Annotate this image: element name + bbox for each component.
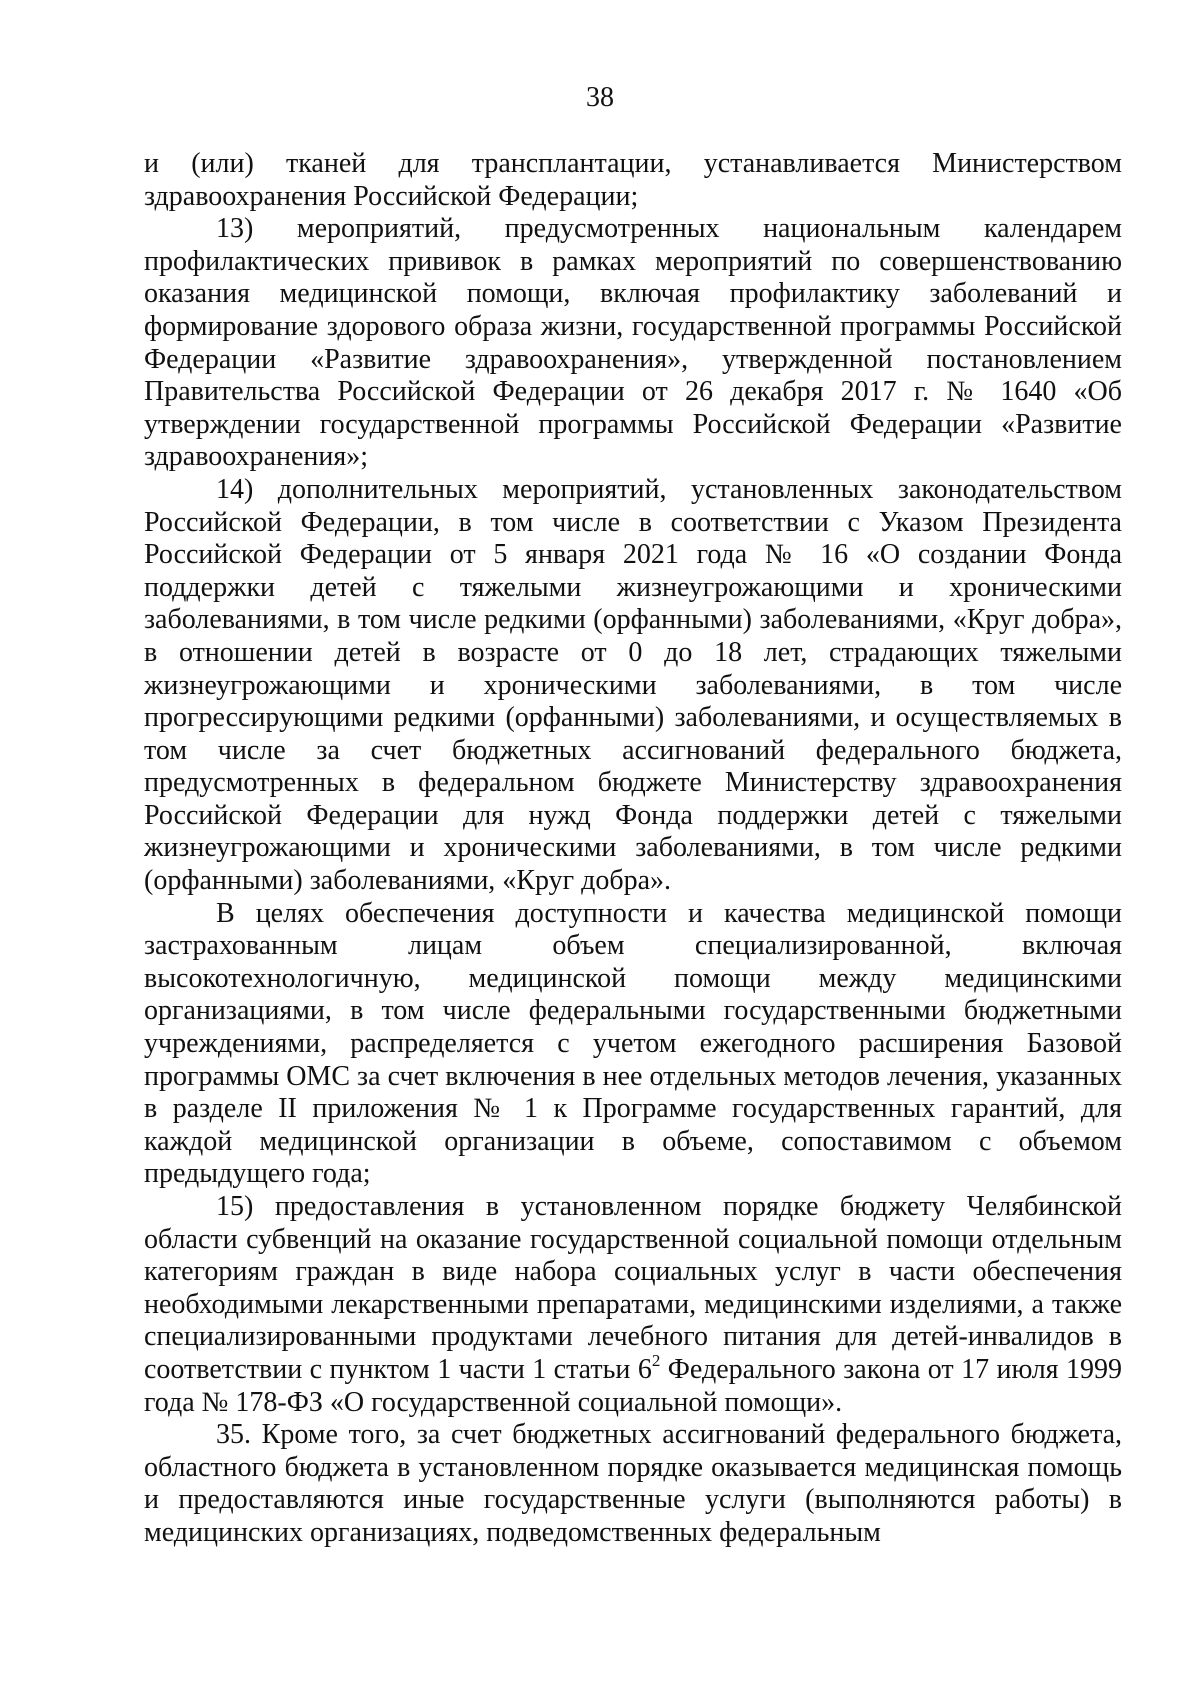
- article-superscript: 2: [651, 1350, 661, 1370]
- page-number: 38: [586, 82, 614, 113]
- paragraph-transplant-continuation: и (или) тканей для трансплантации, устанавливается Министерством здравоохранения Российской Федерации;: [144, 148, 1122, 212]
- paragraph-item-15: [144, 1191, 1122, 1419]
- item-15-text-after: Федерального закона от 17 июля 1999 года № 178-ФЗ «О государственной социальной помощи».: [144, 1353, 1122, 1418]
- paragraph-access-quality: В целях обеспечения доступности и качества медицинской помощи застрахованным лицам объем специализированной, включая высокотехнологичную, медицинской помощи между медицинскими организациями, в том числе федеральными государственными бюджетными учреждениями, распределяется с учетом ежегодного расширения Базовой программы ОМС за счет включения в нее отдельных методов лечения, указанных в разделе II приложения № 1 к Программе государственных гарантий, для каждой медицинской организации в объеме, сопоставимом с объемом предыдущего года;: [144, 897, 1122, 1190]
- paragraph-item-13: 13) мероприятий, предусмотренных национальным календарем профилактических прививок в рамках мероприятий по совершенствованию оказания медицинской помощи, включая профилактику заболеваний и формирование здорового образа жизни, государственной программы Российской Федерации «Развитие здравоохранения», утвержденной постановлением Правительства Российской Федерации от 26 декабря 2017 г. № 1640 «Об утверждении государственной программы Российской Федерации «Развитие здравоохранения»;: [144, 213, 1122, 473]
- paragraph-item-14: 14) дополнительных мероприятий, установленных законодательством Российской Федерации, в том числе в соответствии с Указом Президента Российской Федерации от 5 января 2021 года № 16 «О создании Фонда поддержки детей с тяжелыми жизнеугрожающими и хроническими заболеваниями, в том числе редкими (орфанными) заболеваниями, «Круг добра», в отношении детей в возрасте от 0 до 18 лет, страдающих тяжелыми жизнеугрожающими и хроническими заболеваниями, в том числе прогрессирующими редкими (орфанными) заболеваниями, и осуществляемых в том числе за счет бюджетных ассигнований федерального бюджета, предусмотренных в федеральном бюджете Министерству здравоохранения Российской Федерации для нужд Фонда поддержки детей с тяжелыми жизнеугрожающими и хроническими заболеваниями, в том числе редкими (орфанными) заболеваниями, «Круг добра».: [144, 473, 1122, 897]
- document-body: [144, 148, 1122, 1550]
- item-15-text-before: 15) предоставления в установленном порядке бюджету Челябинской области субвенций на оказание государственной социальной помощи отдельным категориям граждан в виде набора социальных услуг в части обеспечения необходимыми лекарственными препаратами, медицинскими изделиями, а также специализированными продуктами лечебного питания для детей-инвалидов в соответствии с пунктом 1 части 1 статьи 6: [144, 1191, 1122, 1385]
- paragraph-item-35: 35. Кроме того, за счет бюджетных ассигнований федерального бюджета, областного бюджета в установленном порядке оказывается медицинская помощь и предоставляются иные государственные услуги (выполняются работы) в медицинских организациях, подведомственных федеральным: [144, 1419, 1122, 1548]
